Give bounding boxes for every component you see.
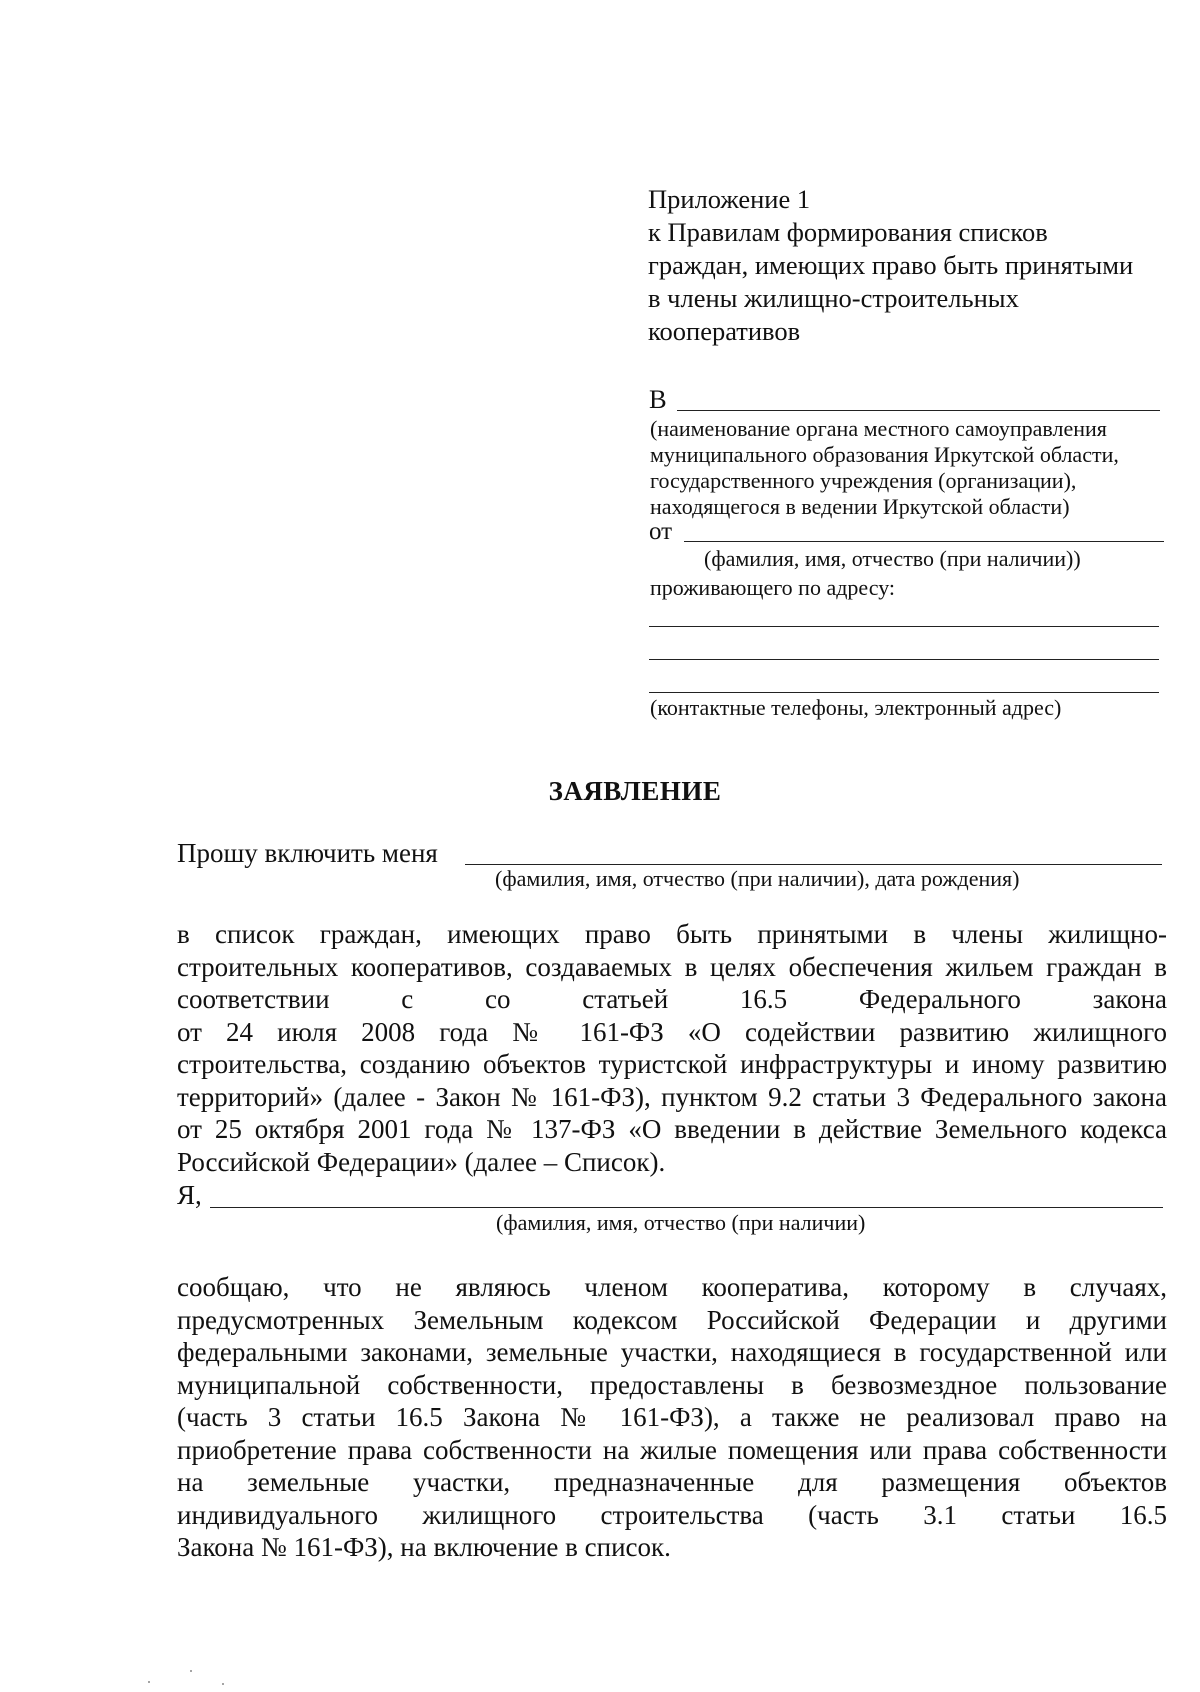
from-prefix: от (649, 518, 673, 545)
paragraph-line: на земельные участки, предназначенные для размещения объектов (177, 1467, 1167, 1497)
address-label: проживающего по адресу: (650, 575, 896, 600)
paragraph-line: сообщаю, что не являюсь членом кооператива, которому в случаях, (177, 1272, 1167, 1302)
paragraph-1 (177, 918, 1167, 1178)
paragraph-line: территорий» (далее - Закон № 161-ФЗ), пунктом 9.2 статьи 3 Федерального закона (177, 1081, 1167, 1112)
paragraph-line: в список граждан, имеющих право быть принятыми в члены жилищно- (177, 919, 1167, 949)
appendix-line: Приложение 1 (648, 184, 811, 214)
addressee-note-line: муниципального образования Иркутской области, (650, 442, 1119, 467)
paragraph-line: строительства, созданию объектов туристской инфраструктуры и иному развитию (177, 1049, 1167, 1079)
to-prefix: В (649, 384, 667, 414)
paragraph-line: от 24 июля 2008 года № 161-ФЗ «О содействии развитию жилищного (177, 1016, 1167, 1047)
appendix-header (648, 183, 1188, 348)
document-title: ЗАЯВЛЕНИЕ (548, 776, 722, 806)
paragraph-line: соответствии с со статьей 16.5 Федерального закона (177, 984, 1167, 1014)
paragraph-line: индивидуального жилищного строительства (часть 3.1 статьи 16.5 (177, 1499, 1167, 1530)
request-note: (фамилия, имя, отчество (при наличии), дата рождения) (495, 866, 1020, 891)
request-label: Прошу включить меня (177, 838, 438, 868)
address-field-line-2[interactable] (649, 659, 1159, 660)
applicant-name-field[interactable] (684, 541, 1164, 542)
appendix-line: к Правилам формирования списков (648, 217, 1048, 247)
paragraph-line: федеральными законами, земельные участки, находящиеся в государственной или (177, 1337, 1167, 1367)
addressee-note-line: находящегося в ведении Иркутской области) (650, 494, 1070, 519)
paragraph-line: от 25 октября 2001 года № 137-ФЗ «О введении в действие Земельного кодекса (177, 1114, 1167, 1144)
applicant-name-note: (фамилия, имя, отчество (при наличии)) (704, 546, 1081, 571)
addressee-note-line: государственного учреждения (организации), (650, 468, 1077, 493)
paragraph-line: муниципальной собственности, предоставлены в безвозмездное пользование (177, 1369, 1167, 1400)
i-prefix: Я, (177, 1180, 202, 1210)
contacts-field[interactable] (649, 692, 1159, 693)
addressee-field[interactable] (677, 410, 1160, 411)
paragraph-2 (177, 1271, 1167, 1564)
paragraph-line: Российской Федерации» (далее – Список). (177, 1146, 666, 1177)
paragraph-line: (часть 3 статьи 16.5 Закона № 161-ФЗ), а также не реализовал право на (177, 1402, 1167, 1432)
addressee-note-line: (наименование органа местного самоуправления (650, 416, 1107, 441)
paragraph-line: предусмотренных Земельным кодексом Российской Федерации и другими (177, 1304, 1167, 1335)
address-field-line-1[interactable] (649, 626, 1159, 627)
paragraph-line: строительных кооперативов, создаваемых в целях обеспечения жильем граждан в (177, 951, 1167, 982)
paragraph-line: приобретение права собственности на жилые помещения или права собственности (177, 1434, 1167, 1465)
appendix-line: кооперативов (648, 316, 801, 346)
paragraph-line: Закона № 161-ФЗ), на включение в список. (177, 1532, 671, 1562)
contacts-note: (контактные телефоны, электронный адрес) (650, 695, 1062, 720)
declarant-name-note: (фамилия, имя, отчество (при наличии) (496, 1210, 866, 1235)
declarant-name-field[interactable] (210, 1207, 1163, 1208)
request-name-field[interactable] (465, 864, 1162, 865)
appendix-line: граждан, имеющих право быть принятыми (648, 250, 1134, 280)
appendix-line: в члены жилищно-строительных (648, 283, 1019, 313)
